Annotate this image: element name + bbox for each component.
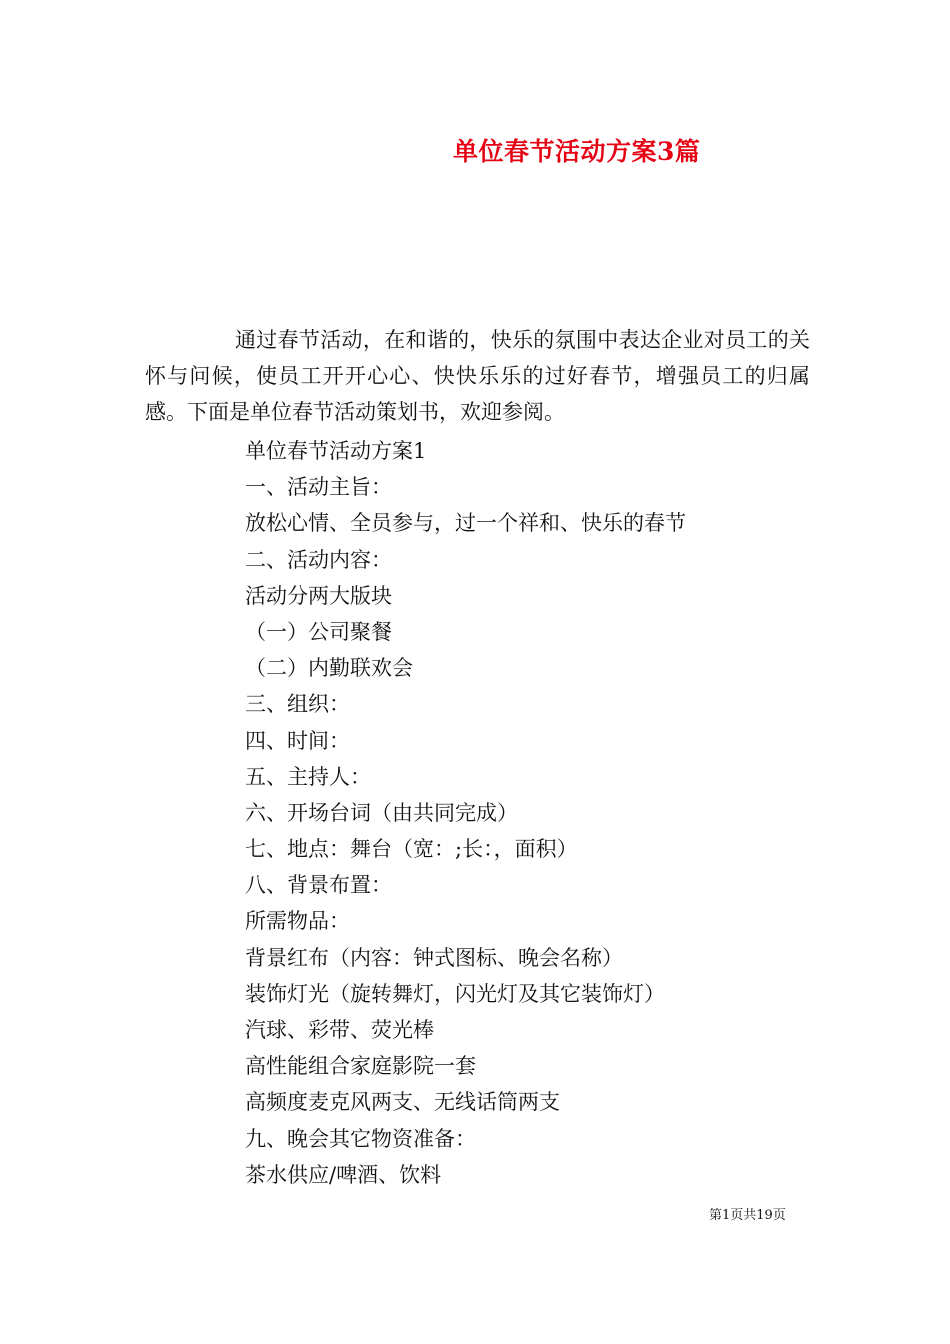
- content-line: 六、开场台词（由共同完成）: [245, 800, 518, 825]
- document-title: 单位春节活动方案3篇: [453, 137, 701, 166]
- content-line: 背景红布（内容：钟式图标、晚会名称）: [245, 945, 623, 970]
- content-line: 单位春节活动方案1: [245, 439, 427, 463]
- content-line: 高性能组合家庭影院一套: [245, 1054, 476, 1079]
- content-line: 四、时间：: [245, 728, 350, 753]
- content-line: 二、活动内容：: [245, 547, 392, 572]
- content-line: 汽球、彩带、荧光棒: [245, 1018, 434, 1042]
- content-line: 七、地点：舞台（宽：;长：，面积）: [245, 837, 578, 862]
- page-number-footer: 第1页共19页: [709, 1208, 786, 1223]
- content-line: 装饰灯光（旋转舞灯，闪光灯及其它装饰灯）: [245, 981, 665, 1006]
- content-line: 三、组织：: [245, 692, 350, 717]
- content-line: 茶水供应/啤酒、饮料: [245, 1162, 442, 1187]
- content-line: 所需物品：: [245, 909, 350, 934]
- content-line: （二）内勤联欢会: [245, 656, 413, 681]
- content-line: 高频度麦克风两支、无线话筒两支: [245, 1090, 560, 1115]
- content-line: 一、活动主旨：: [245, 475, 392, 500]
- content-line: （一）公司聚餐: [245, 619, 392, 644]
- content-line: 五、主持人：: [245, 764, 371, 789]
- content-lines: [245, 433, 835, 1193]
- content-line: 八、背景布置：: [245, 873, 392, 898]
- intro-paragraph: 通过春节活动，在和谐的，快乐的氛围中表达企业对员工的关怀与问候，使员工开开心心、快快乐乐的过好春节，增强员工的归属感。下面是单位春节活动策划书，欢迎参阅。: [145, 328, 810, 424]
- content-line: 放松心情、全员参与，过一个祥和、快乐的春节: [245, 511, 686, 536]
- content-line: 九、晚会其它物资准备：: [245, 1126, 476, 1151]
- content-line: 活动分两大版块: [245, 583, 392, 608]
